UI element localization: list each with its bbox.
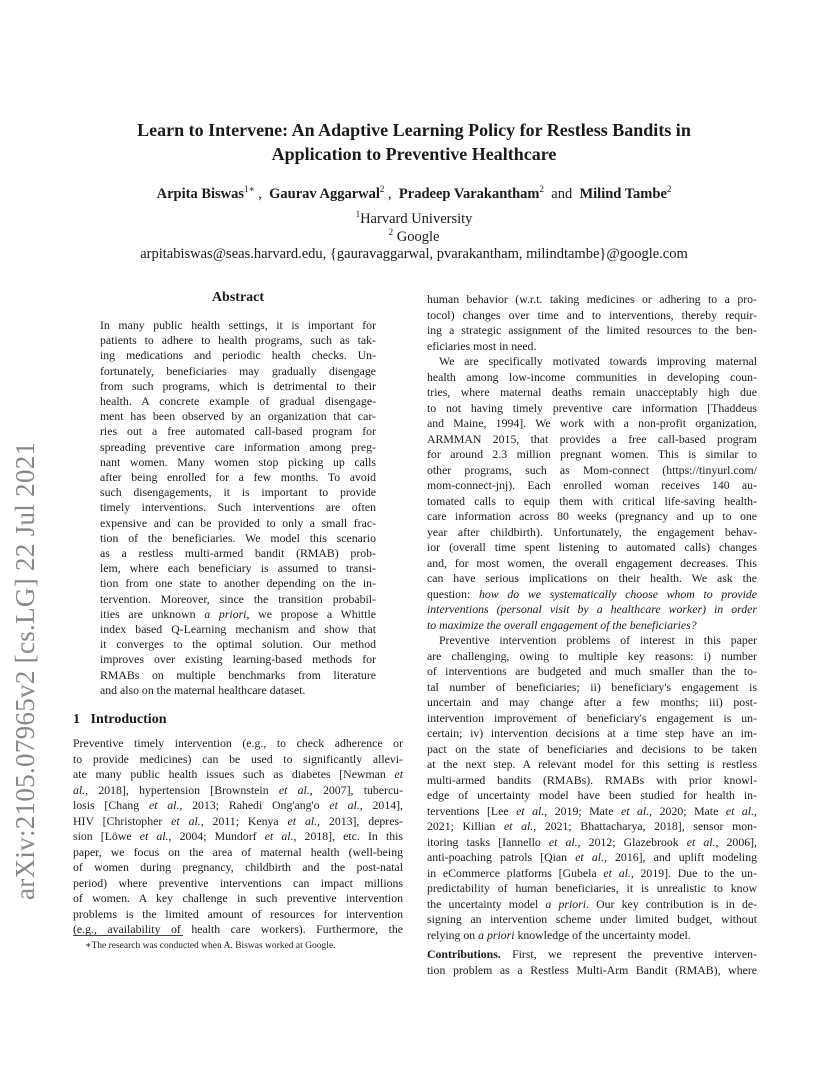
text-line: health among low-income communities in developing coun- (427, 369, 757, 384)
text-line: human behavior (w.r.t. taking medicines or adhering to a pro- (427, 292, 757, 306)
text-line: tal number of beneficiaries; ii) beneficiary's engagement is (427, 679, 757, 694)
text-line: tion of the beneficiaries. We model this scenario (100, 530, 376, 545)
text-line: certain; iv) intervention decisions at a time step have an im- (427, 726, 757, 740)
text-line: problems is the limited amount of resources for intervention (73, 906, 403, 921)
text-line: spreading preventive care information among preg- (100, 439, 376, 454)
text-line: ate many public health issues such as diabetes [Newman et (73, 767, 403, 781)
text-line: for around 2.3 million pregnant women. This is similar to (427, 447, 757, 461)
text-line: after being enrolled for a few months. To avoid (100, 470, 376, 484)
text-line: ities are unknown a priori, we propose a Whittle (100, 606, 376, 621)
text-line: year after childbirth). Unfortunately, the engagement behav- (427, 524, 757, 539)
text-line: and also on the maternal healthcare dataset. (100, 682, 306, 697)
text-line: edge of uncertainty model have been studied for health in- (427, 788, 757, 802)
text-line: of interventions are budgeted and much smaller than the to- (427, 664, 757, 678)
affiliation-sup: 2 (388, 227, 394, 237)
author-and: and (551, 186, 573, 202)
text-line: RMABs on multiple benchmarks from literature (100, 667, 376, 682)
text-line: itoring tasks [Iannello et al., 2012; Glazebrook et al., 2006], (427, 834, 758, 849)
text-line: predictability of human beneficiaries, it is unrealistic to know (427, 881, 757, 895)
text-line: at the next step. A relevant model for this setting is restless (427, 757, 757, 771)
text-line: mom-connect-jnj). Each enrolled woman receives 140 au- (427, 478, 757, 492)
text-line: health. A concrete example of gradual disengage- (100, 394, 376, 408)
affiliation-sup: 1 (355, 209, 361, 219)
text-line: such disengagements, it is important to provide (100, 485, 376, 500)
text-line: of women during pregnancy, childbirth and the post-natal (73, 860, 403, 874)
text-line: can have serious implications on their health. We ask the (427, 571, 757, 585)
section-heading (73, 712, 166, 728)
text-line: tion from one state to another depending on the in- (100, 576, 376, 591)
text-line: lem, where each beneficiary is assumed to transi- (100, 561, 376, 576)
text-line: tocol) changes over time and to interventions, thereby requir- (427, 307, 757, 322)
text-line: expensive and can be provided to only a small frac- (100, 515, 376, 530)
footnote: ∗The research was conducted when A. Biswas worked at Google. (85, 941, 336, 951)
affiliation-name: Google (396, 229, 440, 245)
author-list: Arpita Biswas$^{1∗}$ , Gaurav Aggarwal$^2$ , Pradeep Varakantham$^2$ and Milind Tambe$^2$ (156, 184, 672, 202)
text-line: nant women. Many women stop picking up calls (100, 454, 376, 469)
text-line: 2021; Killian et al., 2021; Bhattacharya, 2018], sensor mon- (427, 819, 757, 833)
text-line: ior (overall time spent listening to automated calls) changes (427, 540, 757, 554)
footnote-rule (73, 935, 183, 936)
text-line: terventions [Lee et al., 2019; Mate et al., 2020; Mate et al., (427, 803, 757, 818)
text-line: patients to adhere to health programs, such as tak- (100, 333, 376, 348)
abstract-heading: Abstract (211, 290, 265, 305)
text-line: eficiaries most in need. (427, 338, 537, 353)
text-line: al., 2018], hypertension [Brownstein et al., 2007], tubercu- (73, 782, 404, 797)
text-line: Preventive timely intervention (e.g., to check adherence or (73, 736, 403, 750)
author-sup: 2 (379, 184, 385, 194)
text-line: tion problem as a Restless Multi-Arm Bandit (RMAB), where (427, 962, 757, 977)
text-line: it converges to the optimal solution. Our method (100, 637, 376, 652)
text-line: period) where preventive interventions can impact millions (73, 875, 403, 890)
paper-title (0, 118, 828, 166)
text-line: interventions (personal visit by a healthcare worker) in order (427, 602, 757, 616)
text-line: question: how do we systematically choose whom to provide (427, 586, 757, 601)
text-line: and Maine, 1994]. We work with a non-profit organization, (427, 416, 757, 430)
section-title: Introduction (90, 712, 167, 727)
text-line: Contributions. First, we represent the preventive interven- (427, 947, 757, 961)
text-line: improves over existing learning-based methods for (100, 652, 376, 667)
text-line: uncertain and may change after a few months; iii) post- (427, 695, 757, 709)
affiliation-name: Harvard University (360, 211, 473, 227)
text-line: Preventive intervention problems of interest in this paper (439, 633, 757, 647)
text-line: paper, we focus on the area of maternal health (well-being (73, 844, 403, 859)
text-line: to provide medicines) can be used to significantly allevi- (73, 751, 403, 766)
text-line: tomated calls to equip them with critical life-saving health- (427, 493, 757, 508)
text-line: signing an intervention scheme under limited budget, without (427, 912, 757, 926)
section-number: 1 (73, 712, 80, 727)
text-line: to maximize the overall engagement of the beneficiaries? (427, 617, 697, 632)
author-name: Gaurav Aggarwal (269, 186, 380, 202)
author-sup: 2 (666, 184, 672, 194)
text-line: relying on a priori knowledge of the uncertainty model. (427, 927, 691, 942)
text-line: care information across 80 weeks (pregnancy and up to one (427, 509, 757, 523)
text-line: other programs, such as Mom-connect (https://tinyurl.com/ (427, 462, 757, 477)
affiliation (0, 223, 828, 246)
author-name: Pradeep Varakantham (398, 186, 540, 202)
text-line: tries, where maternal deaths remain unacceptably high due (427, 385, 757, 399)
text-line: ing medications and periodic health checks. Un- (100, 348, 376, 363)
text-line: the uncertainty model a priori. Our key contribution is in de- (427, 896, 758, 911)
text-line: ment has been observed by an organization that car- (100, 409, 376, 424)
text-line: timely interventions. Such interventions are often (100, 500, 376, 515)
text-line: losis [Chang et al., 2013; Rahedi Ong'ang'o et al., 2014], (73, 798, 404, 812)
text-line: and, for most women, the overall engagement decreases. This (427, 555, 757, 570)
text-line: in eCommerce platforms [Gubela et al., 2019]. Due to the un- (427, 865, 758, 880)
text-line: ries out a free automated call-based program for (100, 424, 376, 439)
text-line: to not having timely preventive care information [Thaddeus (427, 400, 757, 415)
author-name: Milind Tambe (579, 186, 667, 202)
text-line: are challenging, owing to multiple key reasons: i) number (427, 648, 757, 663)
text-line: fortunately, beneficiaries may gradually disengage (100, 363, 376, 378)
text-line: index based Q-Learning mechanism and show that (100, 622, 376, 636)
author-sup: 2 (539, 184, 545, 194)
title-line: Application to Preventive Healthcare (271, 144, 557, 164)
text-line: intervention improvement of beneficiary's engagement is un- (427, 710, 757, 725)
author-sup: 1∗ (244, 184, 255, 194)
text-line: from such programs, which is detrimental to their (100, 378, 376, 393)
title-line: Learn to Intervene: An Adaptive Learning Policy for Restless Bandits in (137, 120, 691, 140)
arxiv-stamp: arXiv:2105.07965v2 [cs.LG] 22 Jul 2021 (10, 441, 40, 900)
text-line: anti-poaching patrols [Qian et al., 2016], and uplift modeling (427, 850, 757, 864)
text-line: multi-armed bandits (RMABs). RMABs with prior knowl- (427, 772, 757, 787)
text-line: of women. A key challenge in such preventive intervention (73, 891, 403, 905)
text-line: tervention. Moreover, since the transition probabil- (100, 591, 376, 606)
text-line: HIV [Christopher et al., 2011; Kenya et al., 2013], depres- (73, 813, 403, 828)
text-line: (e.g., availability of health care workers). Furthermore, the (73, 922, 403, 936)
text-line: as a restless multi-armed bandit (RMAB) prob- (100, 546, 376, 560)
text-line: pact on the state of beneficiaries and decisions to be taken (427, 741, 757, 756)
author-name: Arpita Biswas (156, 186, 245, 202)
text-line: We are specifically motivated towards improving maternal (439, 354, 757, 368)
author-emails: arpitabiswas@seas.harvard.edu, {gauravaggarwal, pvarakantham, milindtambe}@google.com (140, 246, 688, 262)
text-line: ARMMAN 2015, that provides a free call-based program (427, 431, 757, 446)
text-line: ing a strategic assignment of the limited resources to the ben- (427, 323, 757, 337)
text-line: In many public health settings, it is important for (100, 318, 376, 332)
text-line: sion [Löwe et al., 2004; Mundorf et al., 2018], etc. In this (73, 829, 404, 843)
